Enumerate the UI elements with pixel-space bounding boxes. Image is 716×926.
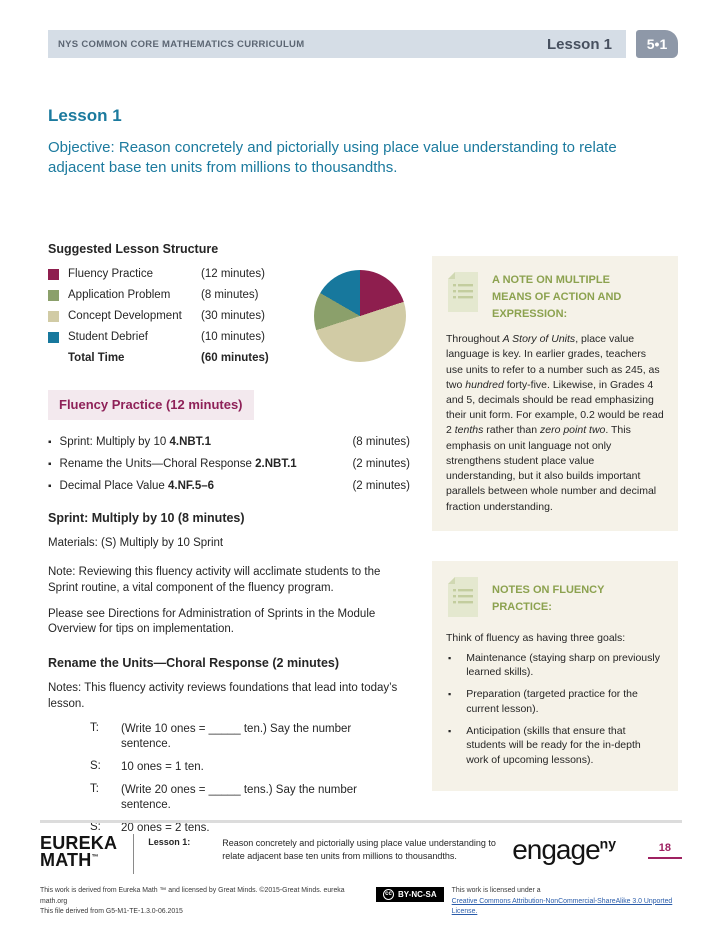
list-item: ▪ Maintenance (staying sharp on previously learned skills). [446,651,664,680]
dialogue-row: S: 10 ones = 1 ten. [90,759,204,773]
cc-license-badge: cc BY-NC-SA [376,887,444,902]
fluency-practice-banner: Fluency Practice (12 minutes) [48,390,254,420]
legend-item-application: Application Problem (8 minutes) [48,289,310,301]
legend-item-concept: Concept Development (30 minutes) [48,310,310,322]
copyright-text: This work is derived from Eureka Math ™ and licensed by Great Minds. ©2015-Great Minds. eureka math.org This file derived from G5-M1-TE-1.3.0-06.2015 [40,886,345,916]
bullet-icon [48,458,60,470]
notepad-icon [446,574,480,623]
lesson-structure [48,268,410,373]
list-item: ▪ Anticipation (skills that ensure that students will be ready for the in-depth work of upcoming lessons). [446,724,664,768]
teacher-student-dialogue [90,722,410,836]
dialogue-row: T: (Write 10 ones = _____ ten.) Say the number sentence. [90,721,352,750]
list-item: ▪ Rename the Units—Choral Response 2.NBT.1 (2 minutes) [48,458,410,470]
materials-line: Materials: (S) Multiply by 10 Sprint [48,537,224,549]
margin-notes-column [432,242,678,844]
page-number: 18 [648,842,682,859]
lesson-title: Lesson 1 [48,106,122,125]
legend-swatch-fluency [48,269,59,280]
engage-ny-logo: engage$^{ny}$ [512,833,616,865]
standard-code: 4.NF.5–6 [168,480,215,492]
header-lesson-label: Lesson 1 [546,35,612,53]
legend-swatch-application [48,290,59,301]
objective-text: Objective: Reason concretely and pictorially using place value understanding to relate adjacent base ten units from millions to thousandths. [48,139,617,177]
note-box-action-expression [432,256,678,531]
main-column [48,242,410,844]
rename-units-heading: Rename the Units—Choral Response (2 minutes) [48,656,340,671]
list-item: ▪ Preparation (targeted practice for the current lesson). [446,687,664,716]
note-heading: A NOTE ON MULTIPLE MEANS OF ACTION AND EXPRESSION: [492,274,622,321]
note-heading: NOTES ON FLUENCY PRACTICE: [492,583,605,613]
license-link[interactable]: Creative Commons Attribution-NonCommercial-ShareAlike 3.0 Unported License. [451,897,673,916]
list-item: ▪ Decimal Place Value 4.NF.5–6 (2 minutes) [48,480,410,492]
eureka-math-logo: EUREKA MATH™ [40,832,118,870]
dialogue-row: T: (Write 20 ones = _____ tens.) Say the number sentence. [90,782,357,811]
footer-lesson-description: Reason concretely and pictorially using place value understanding to relate adjacent base ten units from millions to thousandths. [222,837,496,861]
footer-divider [40,820,682,823]
legend-item-fluency: Fluency Practice (12 minutes) [48,268,310,280]
fluency-activity-list [48,436,410,492]
lesson-time-pie-chart [314,270,406,362]
legend-item-debrief: Student Debrief (10 minutes) [48,331,310,343]
legend-swatch-debrief [48,332,59,343]
bullet-icon [48,436,60,448]
page-footer [40,820,682,918]
sprint-note-paragraph: Note: Reviewing this fluency activity will acclimate students to the Sprint routine, a vital component of the fluency program. [48,566,381,594]
grade-module-badge: 5•1 [636,30,678,58]
main-content [48,242,678,844]
sprint-heading: Sprint: Multiply by 10 (8 minutes) [48,511,245,525]
standard-code: 4.NBT.1 [169,436,212,448]
notepad-icon [446,269,480,323]
sprint-directions-paragraph: Please see Directions for Administration of Sprints in the Module Overview for tips on implementation. [48,607,376,636]
header-bar [48,30,626,58]
footer-vertical-divider [133,834,134,874]
bullet-icon [446,687,466,716]
bullet-icon [446,724,466,768]
bullet-icon [446,651,466,680]
pie-legend [48,268,310,373]
legend-swatch-concept [48,311,59,322]
total-time-row: Total Time (60 minutes) [68,352,269,364]
rename-notes-paragraph: Notes: This fluency activity reviews foundations that lead into today’s lesson. [48,682,398,710]
cc-icon [383,889,394,900]
curriculum-title: NYS COMMON CORE MATHEMATICS CURRICULUM [58,38,305,50]
note-intro: Think of fluency as having three goals: [446,631,626,644]
license-text: This work is licensed under a Creative Commons Attribution-NonCommercial-ShareAlike 3.0 Unported License. [451,886,673,916]
footer-lesson-label: Lesson 1: [148,836,191,847]
lesson-structure-heading: Suggested Lesson Structure [48,242,219,256]
bullet-icon [48,480,60,492]
standard-code: 2.NBT.1 [255,458,297,470]
note-box-fluency-practice [432,561,678,791]
page-header [48,30,678,58]
list-item: ▪ Sprint: Multiply by 10 4.NBT.1 (8 minutes) [48,436,410,448]
dialogue-row: S: 20 ones = 2 tens. [90,820,210,834]
title-block [48,106,623,179]
note-body: Throughout A Story of Units, place value language is key. In earlier grades, teachers use units to refer to a number such as 245, as two hundred forty-five. Likewise, in Grades 4 and 5, decimals should be read emphasizing their unit form. For example, 0.2 would be read 2 tenths rather than zero point two. This emphasis on unit language not only strengthens student place value understanding, but it also builds important parallels between whole number and decimal fraction understanding. [446,333,664,513]
